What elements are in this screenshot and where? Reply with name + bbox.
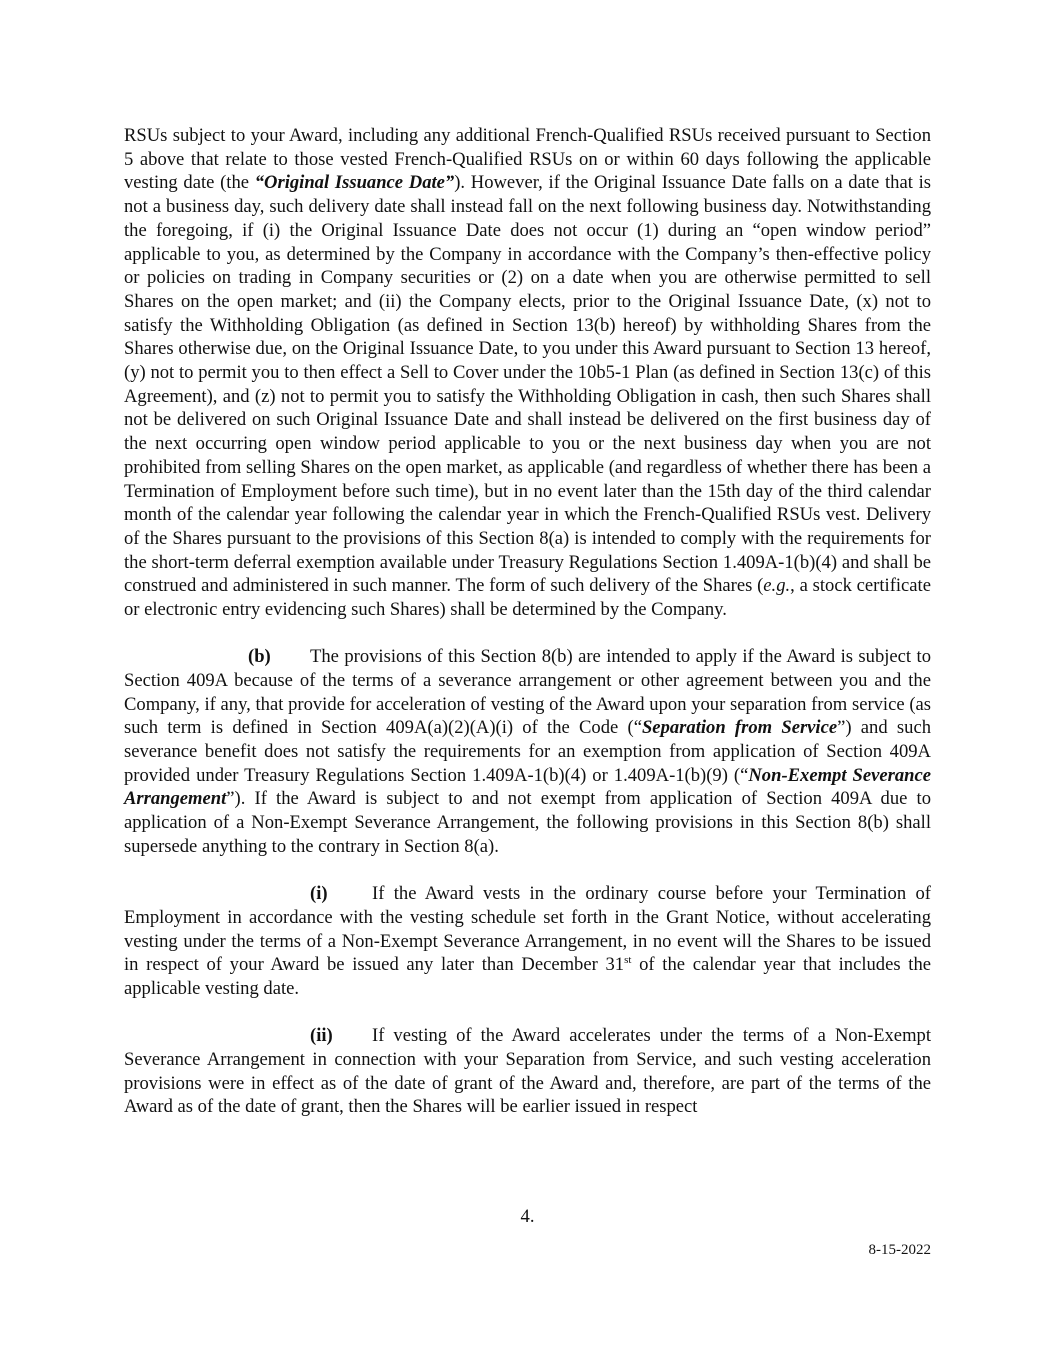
section-label-b: (b) xyxy=(248,646,271,668)
defined-term-original-issuance-date: “Original Issuance Date” xyxy=(254,172,455,194)
page-number: 4. xyxy=(520,1206,535,1227)
text-run: of the calendar year that includes the applicable vesting date. xyxy=(124,954,931,999)
superscript-st: st xyxy=(624,954,632,967)
text-run: If the Award vests in the ordinary course before your Termination of Employment in accordance with the vesting schedule set forth in the Grant Notice, without accelerating vesting under the terms of a Non-Exempt Severance Arrangement, in no event will the Shares to be issued in respect of your Award be issued any later than December 31 xyxy=(124,883,931,976)
paragraph-8b-ii xyxy=(124,1024,931,1119)
text-run: ”) and such severance benefit does not satisfy the requirements for an exemption from application of Section 409A provided under Treasury Regulations Section 1.409A-1(b)(4) or 1.409A-1(b)(9) (“ xyxy=(124,717,931,786)
document-body xyxy=(124,124,931,1119)
defined-term-non-exempt-severance-arrangement: Non-Exempt Severance Arrangement xyxy=(124,764,931,810)
text-run: ). However, if the Original Issuance Date falls on a date that is not a business day, such delivery date shall instead fall on the next following business day. Notwithstanding the foregoing, if (i) the Original Issuance Date does not occur (1) during an “open window period” applicable to you, as determined by the Company in accordance with the Company’s then-effective policy or policies on trading in Company securities or (2) on a date when you are otherwise permitted to sell Shares on the open market; and (ii) the Company elects, prior to the Original Issuance Date, (x) not to satisfy the Withholding Obligation (as defined in Section 13(b) hereof) by withholding Shares from the Shares otherwise due, on the Original Issuance Date, to you under this Award pursuant to Section 13 hereof, (y) not to permit you to then effect a Sell to Cover under the 10b5-1 Plan (as defined in Section 13(c) of this Agreement), and (z) not to permit you to satisfy the Withholding Obligation in cash, then such Shares shall not be delivered on such Original Issuance Date and shall instead be delivered on the first business day of the next occurring open window period applicable to you or the next business day when you are not prohibited from selling Shares on the open market, as applicable (and regardless of whether there has been a Termination of Employment before such time), but in no event later than the 15th day of the third calendar month of the calendar year following the calendar year in which the French-Qualified RSUs vest. Delivery of the Shares pursuant to the provisions of this Section 8(a) is intended to comply with the requirements for the short-term deferral exemption available under Treasury Regulations Section 1.409A-1(b)(4) and shall be construed and administered in such manner. The form of such delivery of the Shares ( xyxy=(124,172,931,597)
section-label-ii: (ii) xyxy=(310,1025,333,1047)
text-run: ”). If the Award is subject to and not exempt from application of Section 409A due to application of a Non-Exempt Severance Arrangement, the following provisions in this Section 8(b) shall supersede anything to the contrary in Section 8(a). xyxy=(124,788,931,857)
text-run: RSUs subject to your Award, including any additional French-Qualified RSUs received pursuant to Section 5 above that relate to those vested French-Qualified RSUs on or within 60 days following the applicable vesting date (the xyxy=(124,125,931,194)
paragraph-8a-continued xyxy=(124,124,931,622)
defined-term-separation-from-service: Separation from Service xyxy=(641,717,838,739)
paragraph-8b-i xyxy=(124,882,931,1001)
italic-eg: e.g. xyxy=(763,575,791,597)
section-label-i: (i) xyxy=(310,883,328,905)
text-run: The provisions of this Section 8(b) are intended to apply if the Award is subject to Section 409A because of the terms of a severance arrangement or other agreement between you and the Company, if any, that provide for acceleration of vesting of the Award upon your separation from service (as such term is defined in Section 409A(a)(2)(A)(i) of the Code (“ xyxy=(124,646,931,739)
paragraph-8b xyxy=(124,645,931,858)
text-run: , a stock certificate or electronic entry evidencing such Shares) shall be determined by the Company. xyxy=(124,575,931,621)
document-date: 8-15-2022 xyxy=(868,1242,931,1258)
text-run: If vesting of the Award accelerates under the terms of a Non-Exempt Severance Arrangement in connection with your Separation from Service, and such vesting acceleration provisions were in effect as of the date of grant of the Award and, therefore, are part of the terms of the Award as of the date of grant, then the Shares will be earlier issued in respect xyxy=(124,1025,931,1118)
